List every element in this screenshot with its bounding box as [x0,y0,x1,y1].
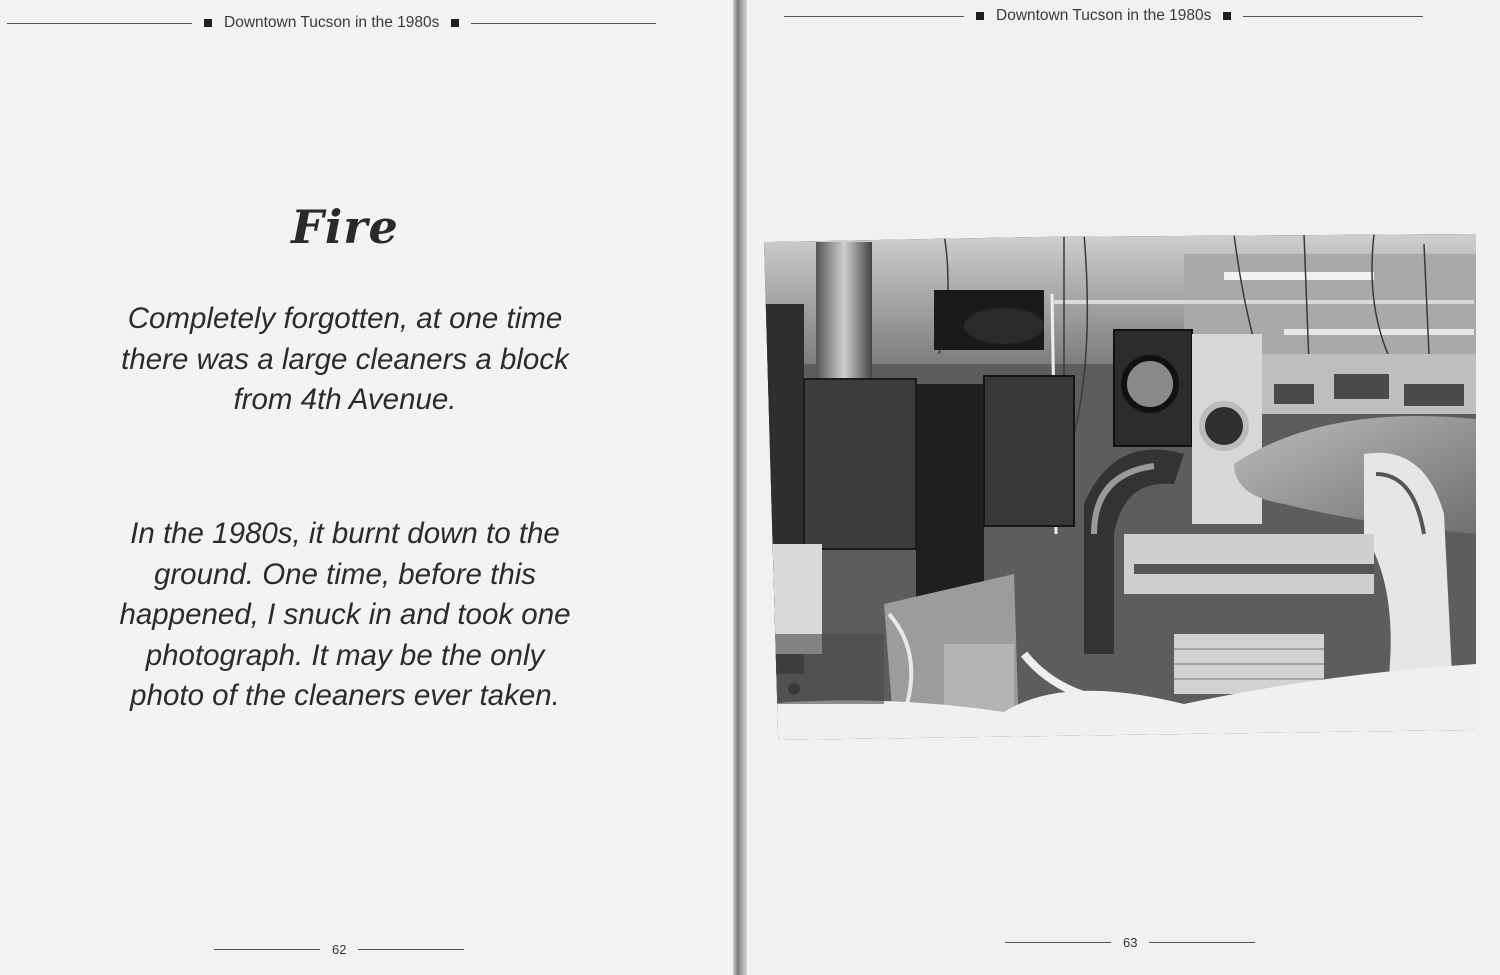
footer-rule [1149,942,1255,943]
square-bullet-icon [976,12,984,20]
running-head-left [7,14,656,32]
running-head-text: Downtown Tucson in the 1980s [996,7,1212,24]
footer-rule [358,949,464,950]
chapter-title: Fire [291,200,399,254]
right-page [747,0,1500,975]
left-page [0,0,733,975]
laundry-photo-icon [764,234,1476,740]
paragraph-2: In the 1980s, it burnt down to the ground. One time, before this happened, I snuck in and took one photograph. It may be the only photo of the cleaners ever taken. [119,517,571,712]
header-rule [471,23,656,24]
header-rule [7,23,192,24]
header-rule [784,16,964,17]
header-rule [1243,16,1423,17]
page-number-left [214,942,464,957]
footer-rule [1005,942,1111,943]
page-number-right [1005,935,1255,950]
square-bullet-icon [204,19,212,27]
page-number: 62 [332,942,347,957]
page-number: 63 [1123,935,1138,950]
square-bullet-icon [1223,12,1231,20]
running-head-text: Downtown Tucson in the 1980s [224,14,440,31]
running-head-right [784,7,1423,25]
footer-rule [214,949,320,950]
square-bullet-icon [451,19,459,27]
book-gutter [733,0,747,975]
paragraph-1: Completely forgotten, at one time there was a large cleaners a block from 4th Avenue. [121,302,569,416]
